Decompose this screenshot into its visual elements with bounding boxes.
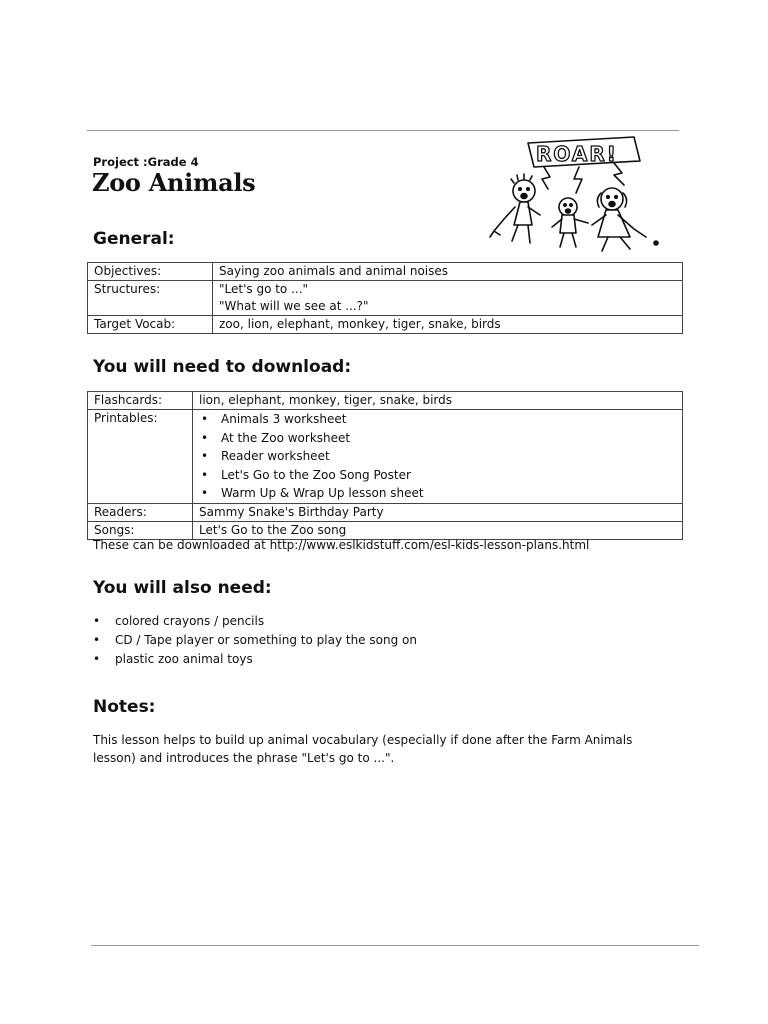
download-source-note: These can be downloaded at http://www.eslkidstuff.com/esl-kids-lesson-plans.html <box>93 538 590 552</box>
list-item: • Animals 3 worksheet <box>199 410 676 429</box>
bottom-divider <box>91 945 699 946</box>
download-table <box>87 391 683 540</box>
readers-value: Sammy Snake's Birthday Party <box>193 503 683 521</box>
songs-value: Let's Go to the Zoo song <box>193 521 683 539</box>
roar-kids-illustration <box>484 133 676 255</box>
general-table <box>87 262 683 334</box>
general-heading: General: <box>93 229 175 249</box>
structures-value <box>213 281 683 316</box>
also-need-list <box>93 612 417 669</box>
download-heading: You will need to download: <box>93 357 352 377</box>
objectives-value: Saying zoo animals and animal noises <box>213 263 683 281</box>
also-need-heading: You will also need: <box>93 578 272 598</box>
table-row <box>88 392 683 410</box>
roar-text: ROAR! <box>536 142 618 166</box>
list-item: • CD / Tape player or something to play the song on <box>93 631 417 650</box>
top-divider <box>87 130 679 131</box>
list-item: • Warm Up & Wrap Up lesson sheet <box>199 484 676 503</box>
objectives-label: Objectives: <box>88 263 213 281</box>
table-row <box>88 410 683 504</box>
list-item: • colored crayons / pencils <box>93 612 417 631</box>
structures-label: Structures: <box>88 281 213 316</box>
table-row <box>88 521 683 539</box>
list-item: • Let's Go to the Zoo Song Poster <box>199 466 676 485</box>
songs-label: Songs: <box>88 521 193 539</box>
notes-text: This lesson helps to build up animal vocabulary (especially if done after the Farm Animals lesson) and introduces the phrase "Let's go to ...". <box>93 733 633 765</box>
notes-heading: Notes: <box>93 697 156 717</box>
table-row <box>88 316 683 334</box>
list-item: • plastic zoo animal toys <box>93 650 417 669</box>
structure-line: "Let's go to ..." <box>219 282 309 296</box>
table-row <box>88 281 683 316</box>
target-vocab-label: Target Vocab: <box>88 316 213 334</box>
printables-value <box>193 410 683 504</box>
list-item: • At the Zoo worksheet <box>199 429 676 448</box>
target-vocab-value: zoo, lion, elephant, monkey, tiger, snake, birds <box>213 316 683 334</box>
project-grade-label: Project :Grade 4 <box>93 155 199 169</box>
flashcards-label: Flashcards: <box>88 392 193 410</box>
page-title: Zoo Animals <box>92 168 256 197</box>
table-row <box>88 263 683 281</box>
list-item: • Reader worksheet <box>199 447 676 466</box>
flashcards-value: lion, elephant, monkey, tiger, snake, birds <box>193 392 683 410</box>
printables-label: Printables: <box>88 410 193 504</box>
readers-label: Readers: <box>88 503 193 521</box>
table-row <box>88 503 683 521</box>
printables-list <box>199 410 676 503</box>
structure-line: "What will we see at ...?" <box>219 299 369 313</box>
